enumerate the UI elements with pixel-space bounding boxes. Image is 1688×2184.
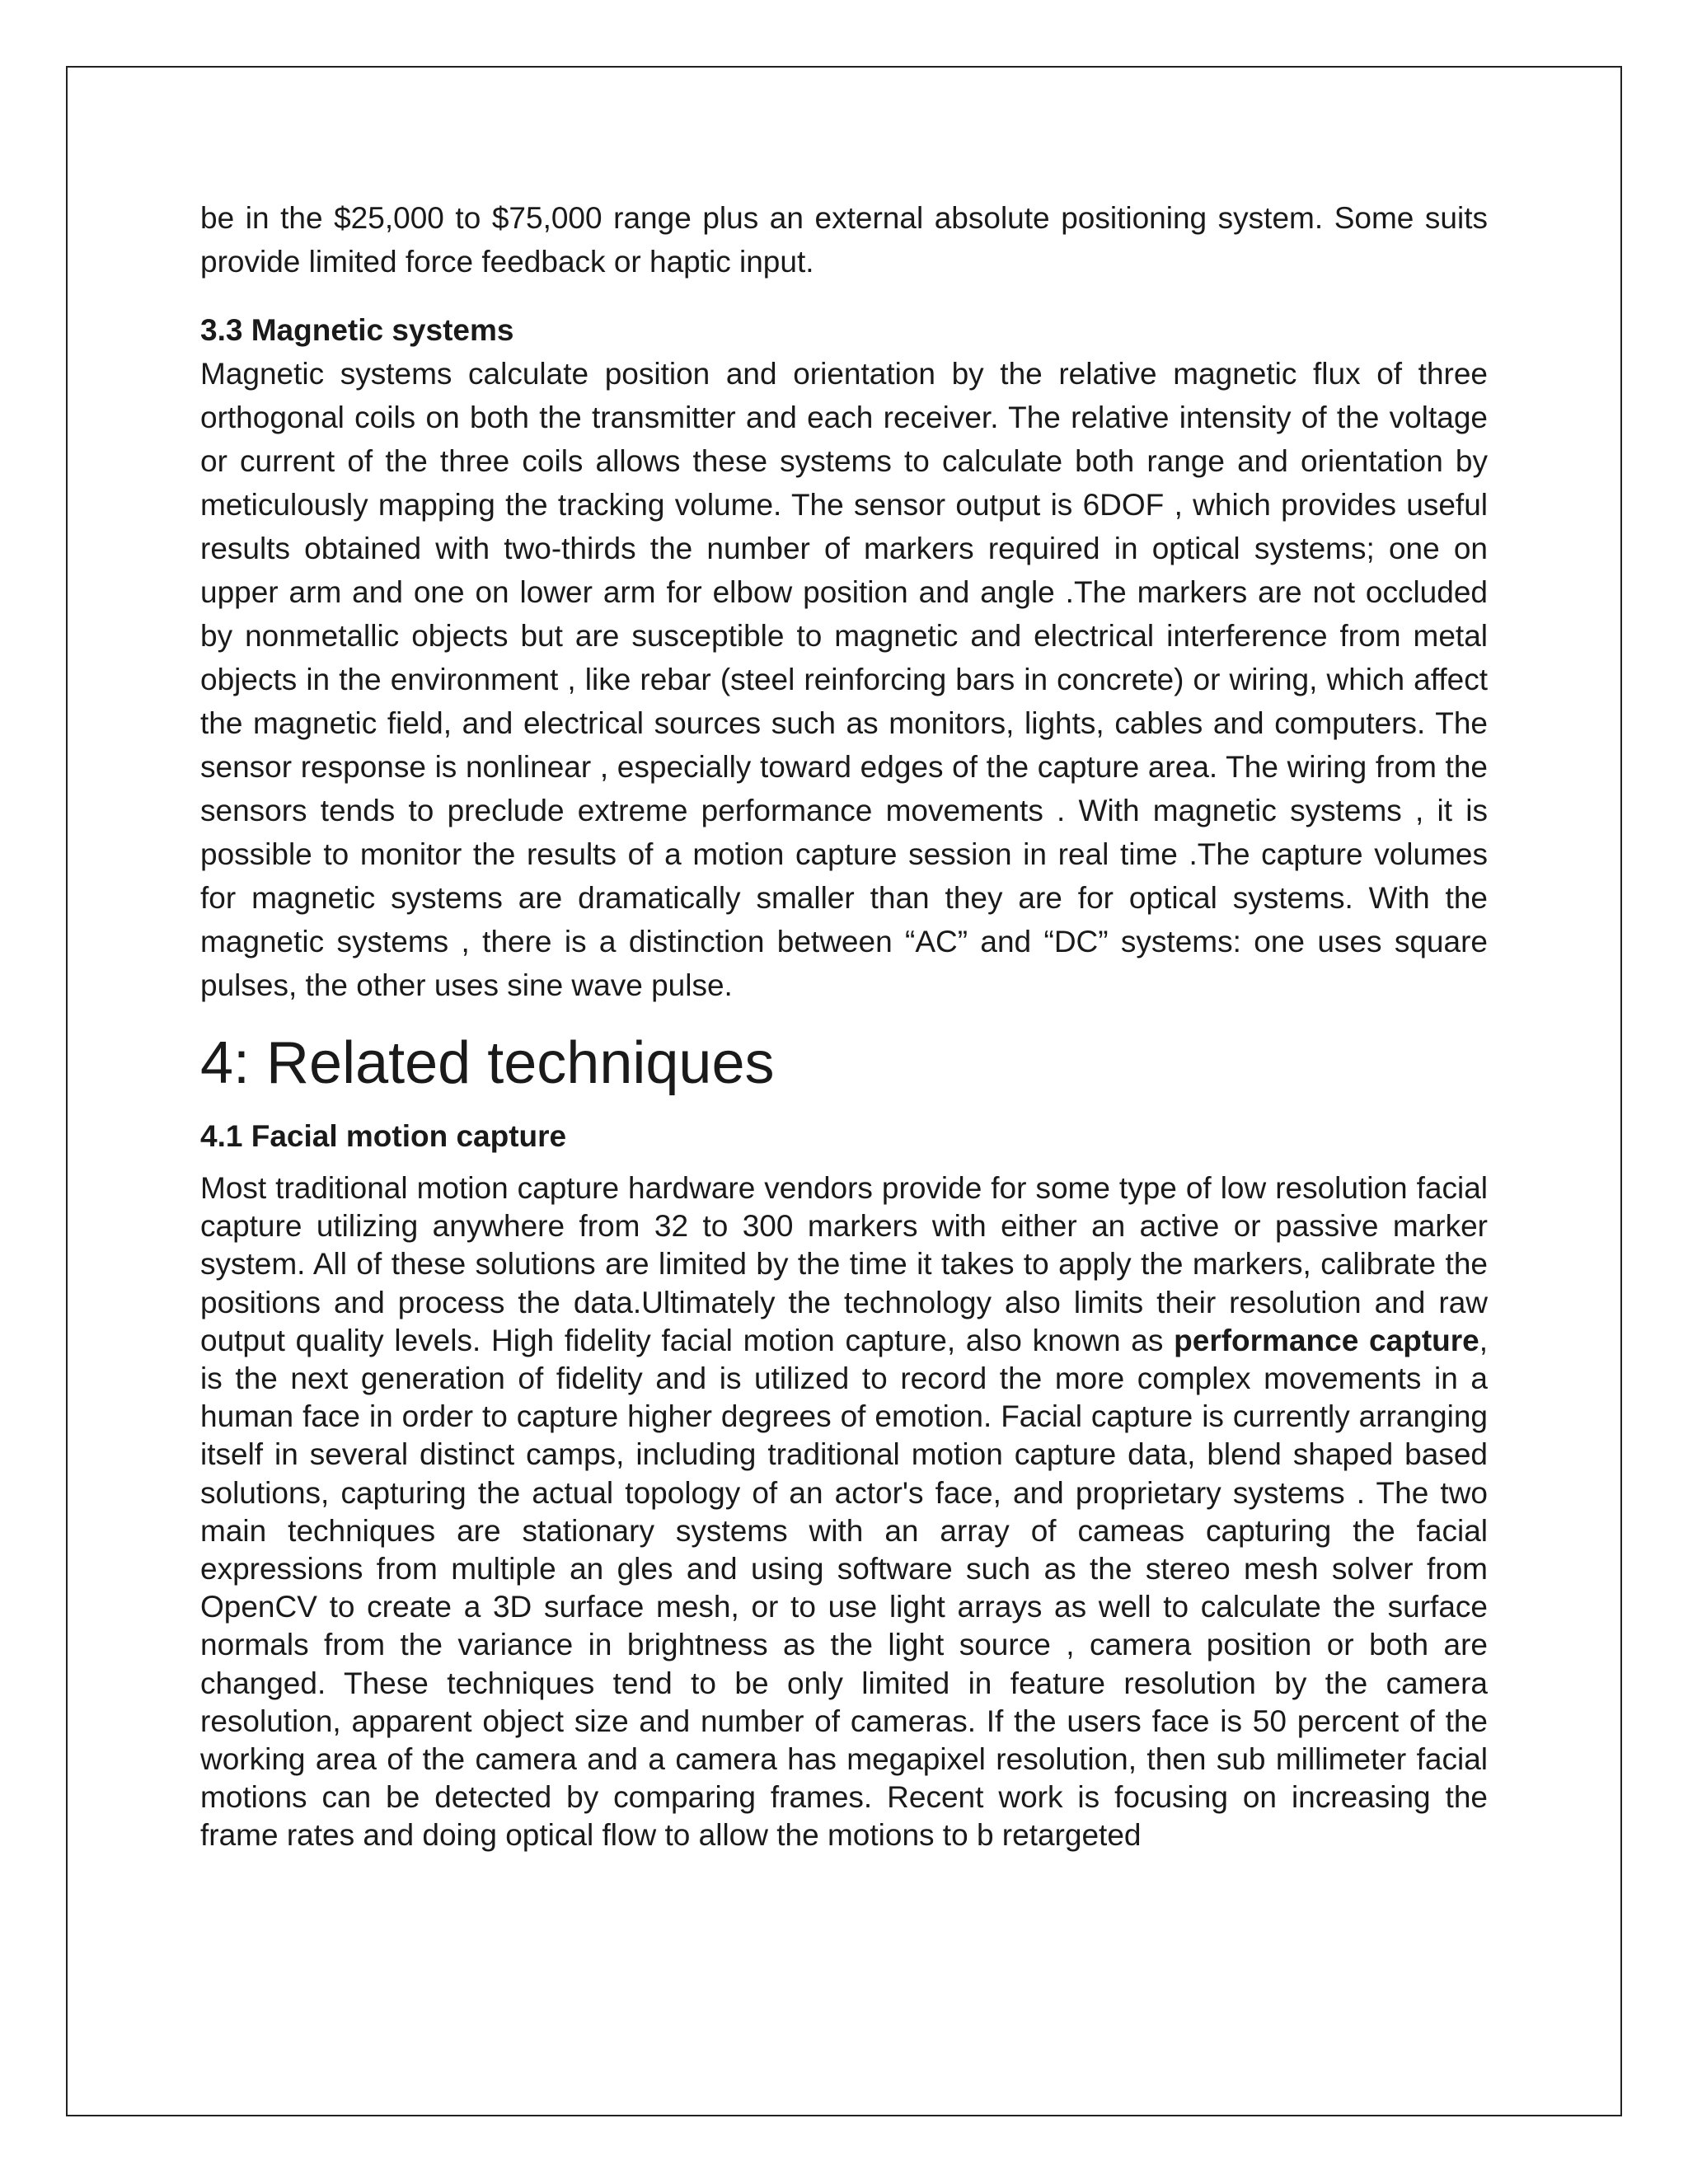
- section-heading-facial-motion-capture: 4.1 Facial motion capture: [200, 1119, 567, 1153]
- section-heading-magnetic-systems: 3.3 Magnetic systems: [200, 313, 514, 347]
- performance-capture-term: performance capture: [1174, 1323, 1479, 1357]
- facial-text-after: , is the next generation of fidelity and is utilized to record the more complex movements in a human face in order to capture higher degrees of emotion. Facial capture is currently arranging itself in several distinct camps, including traditional motion capture data, blend shaped based solutions, capturing the actual topology of an actor's face, and proprietary systems . The two main techniques are stationary systems with an array of cameas capturing the facial expressions from multiple an gles and using software such as the stereo mesh solver from OpenCV to create a 3D surface mesh, or to use light arrays as well to calculate the surface normals from the variance in brightness as the light source , camera position or both are changed. These techniques tend to be only limited in feature resolution by the camera resolution, apparent object size and number of cameras. If the users face is 50 percent of the working area of the camera and a camera has megapixel resolution, then sub millimeter facial motions can be detected by comparing frames. Recent work is focusing on increasing the frame rates and doing optical flow to allow the motions to b retargeted: [200, 1323, 1488, 1853]
- facial-motion-capture-paragraph: [200, 1169, 1488, 1855]
- intro-paragraph: be in the $25,000 to $75,000 range plus an external absolute positioning system. Some suits provide limited force feedback or haptic input.: [200, 201, 1488, 279]
- chapter-heading-related-techniques: 4: Related techniques: [200, 1030, 775, 1096]
- facial-text-before: Most traditional motion capture hardware vendors provide for some type of low resolution facial capture utilizing anywhere from 32 to 300 markers with either an active or passive marker system. All of these solutions are limited by the time it takes to apply the markers, calibrate the positions and process the data.Ultimately the technology also limits their resolution and raw output quality levels. High fidelity facial motion capture, also known as: [200, 1171, 1488, 1357]
- magnetic-systems-paragraph: Magnetic systems calculate position and orientation by the relative magnetic flux of three orthogonal coils on both the transmitter and each receiver. The relative intensity of the voltage or current of the three coils allows these systems to calculate both range and orientation by meticulously mapping the tracking volume. The sensor output is 6DOF , which provides useful results obtained with two-thirds the number of markers required in optical systems; one on upper arm and one on lower arm for elbow position and angle .The markers are not occluded by nonmetallic objects but are susceptible to magnetic and electrical interference from metal objects in the environment , like rebar (steel reinforcing bars in concrete) or wiring, which affect the magnetic field, and electrical sources such as monitors, lights, cables and computers. The sensor response is nonlinear , especially toward edges of the capture area. The wiring from the sensors tends to preclude extreme performance movements . With magnetic systems , it is possible to monitor the results of a motion capture session in real time .The capture volumes for magnetic systems are dramatically smaller than they are for optical systems. With the magnetic systems , there is a distinction between “AC” and “DC” systems: one uses square pulses, the other uses sine wave pulse.: [200, 357, 1488, 1002]
- page-content: [200, 196, 1488, 1855]
